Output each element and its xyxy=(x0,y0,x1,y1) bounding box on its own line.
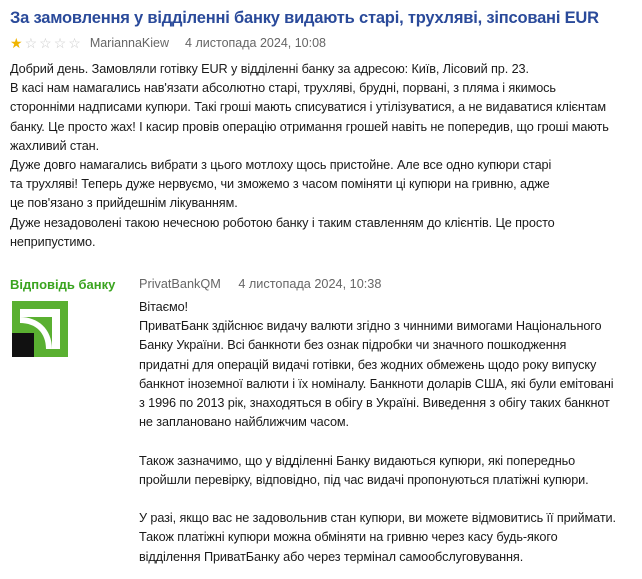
response-line: банкнот іноземної валюти і їх номіналу. Банкноти доларів США, які були емітовані xyxy=(139,376,614,391)
star-icon: ★ xyxy=(10,35,23,51)
privatbank-logo-icon xyxy=(12,301,68,357)
review-text xyxy=(10,60,640,252)
response-line: Банку України. Всі банкноти без ознак підробки чи значного пошкодження xyxy=(139,338,567,353)
response-line: пройшли перевірку, відповідно, під час видачі пропонуються платіжні купюри. xyxy=(139,472,589,487)
review-line: Дуже довго намагались вибрати з цього мотлоху щось пристойне. Але все одно купюри старі xyxy=(10,158,552,173)
review-date: 4 листопада 2024, 10:08 xyxy=(185,36,326,50)
response-line: придатні для операцій видачі готівки, без жодних обмежень щодо року випуску xyxy=(139,357,597,372)
star-icon: ☆ xyxy=(24,35,38,51)
review-line: сторонніми надписами купюри. Такі гроші мають списуватися і утілізуватися, а не видаватися клієнтам xyxy=(10,100,606,115)
star-icon: ☆ xyxy=(53,35,67,51)
review-author[interactable]: MariannaKiew xyxy=(89,36,170,50)
response-line: відділення ПриватБанку або через термінал самообслуговування. xyxy=(139,549,524,564)
review-line: неприпустимо. xyxy=(10,234,96,249)
response-line: Також зазначимо, що у відділенні Банку видаються купюри, які попередньо xyxy=(139,453,576,468)
response-author: PrivatBankQM xyxy=(139,277,221,291)
review-line: Дуже незадоволені такою нечесною роботою банку і таким ставленням до клієнтів. Це просто xyxy=(10,215,555,230)
response-line: У разі, якщо вас не задовольнив стан купюри, ви можете відмовитись її приймати. xyxy=(139,511,616,526)
response-date: 4 листопада 2024, 10:38 xyxy=(238,277,382,291)
response-line: Також платіжні купюри можна обміняти на гривню через касу будь-якого xyxy=(139,530,558,545)
review-line: це пов'язано з прийдешнім лікуванням. xyxy=(10,196,238,211)
review-line: та трухляві! Теперь дуже нервуємо, чи зможемо з часом поміняти ці купюри на гривню, адже xyxy=(10,177,550,192)
response-line: Вітаємо! xyxy=(139,300,188,314)
response-line: ПриватБанк здійснює видачу валюти згідно з чинними вимогами Національного xyxy=(139,319,602,334)
review-line: Добрий день. Замовляли готівку EUR у відділенні банку за адресою: Київ, Лісовий пр. 23. xyxy=(10,62,529,76)
rating-stars xyxy=(10,36,81,50)
review-line: жахливий стан. xyxy=(10,138,100,153)
review-line: банку. Це просто жах! І касир провів операцію отримання грошей навіть не попередив, що гроші мають xyxy=(10,119,609,134)
response-line: не заплановано найближчим часом. xyxy=(139,415,349,430)
review-meta xyxy=(10,36,326,50)
response-meta xyxy=(139,277,395,291)
bank-response-label: Відповідь банку xyxy=(10,277,116,292)
star-icon: ☆ xyxy=(39,35,52,51)
star-icon: ☆ xyxy=(68,35,81,51)
review-line: В касі нам намагались нав'язати абсолютно старі, трухляві, брудні, порвані, з пляма і якимось xyxy=(10,81,556,96)
response-text xyxy=(139,298,639,567)
review-title[interactable]: За замовлення у відділенні банку видають старі, трухляві, зіпсовані EUR xyxy=(10,9,599,27)
response-line: з 1996 по 2013 рік, знаходяться в обігу в Україні. Виведення з обігу таких банкнот xyxy=(139,396,610,411)
